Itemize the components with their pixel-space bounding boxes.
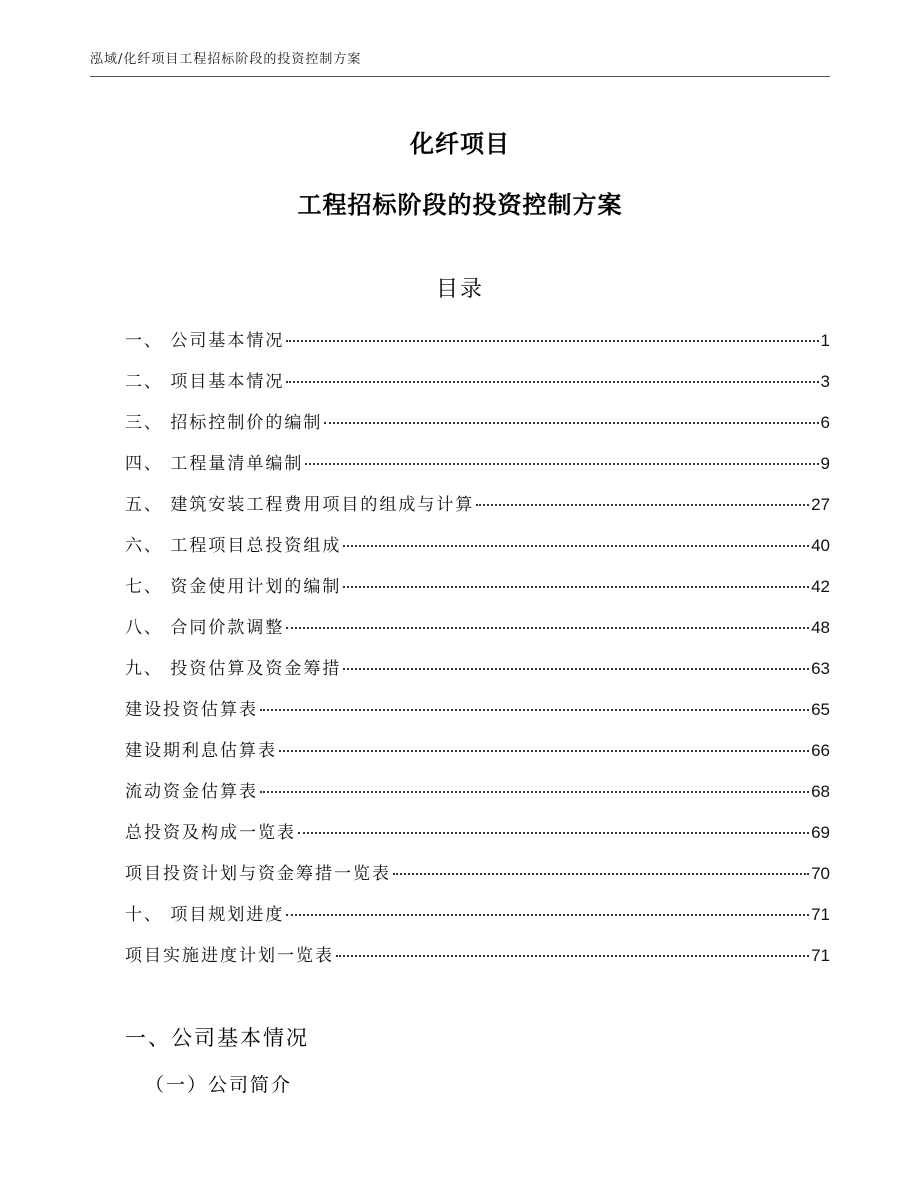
- document-title-line1: 化纤项目: [410, 130, 510, 158]
- toc-entry-label: 项目投资计划与资金筹措一览表: [125, 864, 391, 884]
- toc-dot-leader: [260, 791, 809, 793]
- toc-entry[interactable]: [125, 654, 830, 695]
- toc-entry-page: 70: [811, 864, 830, 883]
- toc-dot-leader: [286, 340, 818, 342]
- toc-dot-leader: [343, 668, 809, 670]
- toc-entry-page: 3: [820, 372, 830, 391]
- toc-entry-label: 六、 工程项目总投资组成: [125, 536, 342, 556]
- toc-dot-leader: [343, 545, 809, 547]
- toc-entry[interactable]: [125, 408, 830, 449]
- toc-entry-label: 五、 建筑安装工程费用项目的组成与计算: [125, 495, 475, 515]
- toc-entry[interactable]: [125, 777, 830, 818]
- toc-entry-page: 65: [811, 700, 830, 719]
- toc-entry[interactable]: [125, 695, 830, 736]
- toc-entry[interactable]: [125, 367, 830, 408]
- toc-dot-leader: [393, 873, 809, 875]
- toc-heading: 目录: [435, 277, 484, 302]
- toc-entry[interactable]: [125, 859, 830, 900]
- toc-entry-label: 十、 项目规划进度: [125, 905, 285, 925]
- header-divider: [90, 76, 830, 77]
- toc-dot-leader: [286, 914, 809, 916]
- toc-entry[interactable]: [125, 572, 830, 613]
- toc-entry-page: 68: [811, 782, 830, 801]
- toc-dot-leader: [279, 750, 809, 752]
- toc-entry-label: 项目实施进度计划一览表: [125, 946, 334, 966]
- toc-entry-page: 1: [820, 331, 830, 350]
- toc-entry-label: 总投资及构成一览表: [125, 823, 296, 843]
- document-title-line2: 工程招标阶段的投资控制方案: [297, 191, 623, 219]
- toc-entry[interactable]: [125, 449, 830, 490]
- toc-entry[interactable]: [125, 736, 830, 777]
- toc-dot-leader: [476, 504, 809, 506]
- toc-dot-leader: [298, 832, 809, 834]
- toc-entry-label: 三、 招标控制价的编制: [125, 413, 323, 433]
- table-of-contents: [125, 326, 830, 982]
- toc-entry-label: 建设投资估算表: [125, 700, 258, 720]
- toc-entry-page: 9: [820, 454, 830, 473]
- toc-dot-leader: [286, 381, 818, 383]
- toc-entry-page: 27: [811, 495, 830, 514]
- toc-entry[interactable]: [125, 818, 830, 859]
- toc-entry-page: 48: [811, 618, 830, 637]
- toc-entry-page: 71: [811, 905, 830, 924]
- toc-entry-label: 流动资金估算表: [125, 782, 258, 802]
- toc-entry[interactable]: [125, 613, 830, 654]
- toc-entry-page: 6: [820, 413, 830, 432]
- subsection-heading: （一）公司简介: [145, 1074, 293, 1096]
- toc-dot-leader: [260, 709, 809, 711]
- toc-entry-page: 42: [811, 577, 830, 596]
- toc-entry-label: 二、 项目基本情况: [125, 372, 285, 392]
- toc-dot-leader: [336, 955, 809, 957]
- toc-entry-label: 七、 资金使用计划的编制: [125, 577, 342, 597]
- toc-entry-label: 建设期利息估算表: [125, 741, 277, 761]
- toc-entry[interactable]: [125, 531, 830, 572]
- toc-dot-leader: [305, 463, 818, 465]
- toc-dot-leader: [286, 627, 809, 629]
- toc-entry[interactable]: [125, 900, 830, 941]
- toc-entry-page: 40: [811, 536, 830, 555]
- toc-entry-label: 八、 合同价款调整: [125, 618, 285, 638]
- toc-entry-label: 九、 投资估算及资金筹措: [125, 659, 342, 679]
- toc-entry-page: 66: [811, 741, 830, 760]
- toc-entry[interactable]: [125, 326, 830, 367]
- toc-entry-label: 四、 工程量清单编制: [125, 454, 304, 474]
- toc-entry-label: 一、 公司基本情况: [125, 331, 285, 351]
- section-heading: 一、公司基本情况: [125, 1026, 309, 1050]
- toc-entry[interactable]: [125, 941, 830, 982]
- toc-dot-leader: [343, 586, 809, 588]
- toc-entry-page: 63: [811, 659, 830, 678]
- toc-entry-page: 71: [811, 946, 830, 965]
- running-header: 泓域/化纤项目工程招标阶段的投资控制方案: [90, 52, 362, 67]
- toc-dot-leader: [324, 422, 818, 424]
- toc-entry[interactable]: [125, 490, 830, 531]
- toc-entry-page: 69: [811, 823, 830, 842]
